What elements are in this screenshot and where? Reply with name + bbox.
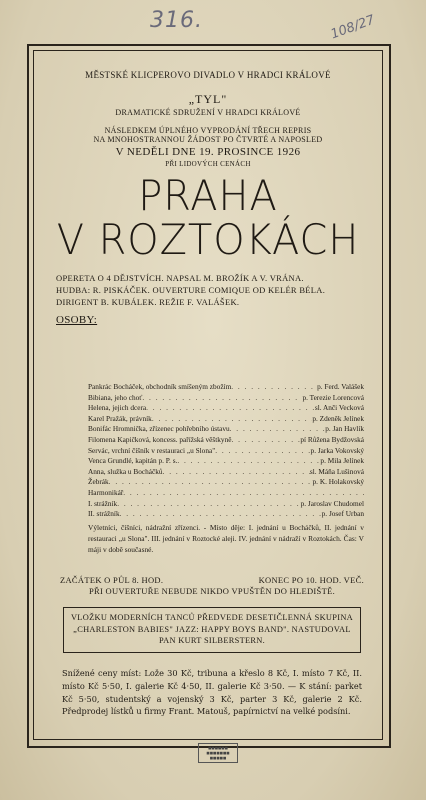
cast-row xyxy=(88,499,364,510)
cast-dot-leader xyxy=(109,477,313,488)
show-times xyxy=(60,575,364,596)
cast-row xyxy=(88,446,364,457)
cast-role: Karel Pražák, právník xyxy=(88,413,152,423)
cast-actor: p. Zdeněk Jelínek xyxy=(312,413,364,423)
cast-row xyxy=(88,477,364,488)
cast-row xyxy=(88,403,364,414)
cast-list xyxy=(88,382,364,520)
cast-dot-leader xyxy=(215,446,310,457)
dance-insert-box xyxy=(63,607,361,653)
cast-dot-leader xyxy=(123,488,364,499)
cast-row xyxy=(88,382,364,393)
cast-row xyxy=(88,393,364,404)
theatre-name: MĚSTSKÉ KLICPEROVO DIVADLO V HRADCI KRÁLOVÉ xyxy=(85,70,331,80)
cast-actor: p. Josef Urban xyxy=(321,509,364,519)
cast-actor: p. Jan Havlík xyxy=(325,424,364,434)
dance-insert-line-3: PAN KURT SILBERSTERN. xyxy=(158,636,266,645)
cast-role: Pankrác Bocháček, obchodník smíšeným zbožím xyxy=(88,382,232,391)
cast-role: Servác, vrchní číšník v restauraci „u Slona" xyxy=(88,445,216,455)
notice-line-2: NA MNOHOSTRANNOU ŽÁDOST PO ČTVRTÉ A NAPOSLED xyxy=(93,135,323,144)
cast-dot-leader xyxy=(231,382,317,393)
cast-row xyxy=(88,424,364,435)
cast-dot-leader xyxy=(120,509,322,520)
cast-role: Harmonikář xyxy=(88,487,124,497)
cast-role: Žebrák xyxy=(88,477,109,487)
cast-role: Anna, služka u Bocháčků xyxy=(88,466,163,476)
ticket-prices: Snížené ceny míst: Lože 30 Kč, tribuna a křeslo 8 Kč, I. místo 7 Kč, II. místo Kč 5·50, I. galerie Kč 4·50, II. galerie Kč 3·50. — K stání: parket Kč 5·50, studentský a vojenský 3 Kč, parter 3 Kč, galerie 2 Kč. Předprodej lístků u firmy Frant. Matouš, papírnictví na velké podsíni. xyxy=(62,668,362,717)
cast-actor: p. Ferd. Valášek xyxy=(317,382,364,391)
cast-role: Bonifác Hromnička, zřízenec pohřebního ústavu xyxy=(88,424,230,434)
cast-actor: sl. Anči Vecková xyxy=(314,403,364,413)
cast-actor: pí Růžena Bydžovská xyxy=(300,434,364,444)
cast-role: Helena, jejich dcera xyxy=(88,403,147,413)
cast-row xyxy=(88,509,364,520)
notice-line-1: NÁSLEDKEM ÚPLNÉHO VYPRODÁNÍ TŘECH REPRIS xyxy=(104,126,312,135)
cast-role: II. strážník xyxy=(88,509,120,519)
start-time: ZAČÁTEK O PŮL 8. HOD. xyxy=(60,575,164,585)
play-title-line-2: V ROZTOKÁCH xyxy=(56,215,360,264)
cast-row xyxy=(88,414,364,425)
cast-dot-leader xyxy=(163,467,310,478)
cast-dot-leader xyxy=(177,456,320,467)
dance-insert-line-2: „CHARLESTON BABIES" JAZZ: HAPPY BOYS BAND". NASTUDOVAL xyxy=(73,624,351,634)
cast-role: Filomena Kapičková, koncess. pařížská věštkyně xyxy=(88,434,232,444)
dance-insert-line-1: VLOŽKU MODERNÍCH TANCŮ PŘEDVEDE DESETIČLENNÁ SKUPINA xyxy=(70,613,354,622)
credits-line-1: OPERETA O 4 DĚJSTVÍCH. NAPSAL M. BROŽÍK A V. VRÁNA. xyxy=(56,273,304,283)
printer-stamp: ■■■■■■ ■■■■■■■ ■■■■■ xyxy=(198,743,238,763)
cast-row xyxy=(88,435,364,446)
society-title: „TYL" xyxy=(188,92,228,106)
cast-dot-leader xyxy=(152,414,313,425)
cast-dot-leader xyxy=(146,403,315,414)
handwritten-number-right: 108/27 xyxy=(328,12,377,43)
cast-actor: sl. Máňa Lušinová xyxy=(309,466,364,476)
cast-role: Bibiana, jeho choť xyxy=(88,392,143,402)
cast-dot-leader xyxy=(142,393,302,404)
cast-heading: OSOBY: xyxy=(56,314,98,326)
prices-note: PŘI LIDOVÝCH CENÁCH xyxy=(165,160,251,168)
cast-actor: p. K. Holakovský xyxy=(312,477,364,487)
cast-role: Venca Grundlé, kapitán p. P. s. xyxy=(88,456,178,466)
cast-row xyxy=(88,456,364,467)
entry-notice: PŘI OUVERTUŘE NEBUDE NIKDO VPUŠTĚN DO HLEDIŠTĚ. xyxy=(89,586,335,596)
credits-line-3: DIRIGENT B. KUBÁLEK. REŽIE F. VALÁŠEK. xyxy=(56,297,240,307)
scene-notes: Výletníci, číšníci, nádražní zřízenci. - Místo děje: I. jednání u Bocháčků, II. jednání v restauraci „u Slona". III. jednání v Roztocké aleji. IV. jednání v nádraží v Roztokách. Čas: V máji v době současné. xyxy=(88,523,364,554)
credits-line-2: HUDBA: R. PISKÁČEK. OUVERTURE COMIQUE OD KELÉR BÉLA. xyxy=(56,285,326,295)
credits xyxy=(48,272,368,308)
cast-row xyxy=(88,467,364,478)
society-subtitle: DRAMATICKÉ SDRUŽENÍ V HRADCI KRÁLOVÉ xyxy=(115,108,301,117)
handwritten-number-left: 316. xyxy=(150,8,203,33)
cast-actor: p. Terezie Lorencová xyxy=(302,392,364,402)
cast-actor: p. Mila Jelínek xyxy=(320,456,364,466)
cast-dot-leader xyxy=(231,435,300,446)
end-time: KONEC PO 10. HOD. VEČ. xyxy=(258,575,364,585)
playbill-header xyxy=(48,60,368,326)
cast-role: I. strážník xyxy=(88,498,118,508)
cast-actor: p. Jarka Vokovský xyxy=(310,445,364,455)
performance-date: V NEDĚLI DNE 19. PROSINCE 1926 xyxy=(115,146,301,158)
cast-dot-leader xyxy=(117,499,300,510)
cast-dot-leader xyxy=(230,424,326,435)
play-title-line-1: PRAHA xyxy=(138,171,278,220)
cast-actor: p. Jaroslav Chudomel xyxy=(300,498,364,508)
cast-row xyxy=(88,488,364,499)
